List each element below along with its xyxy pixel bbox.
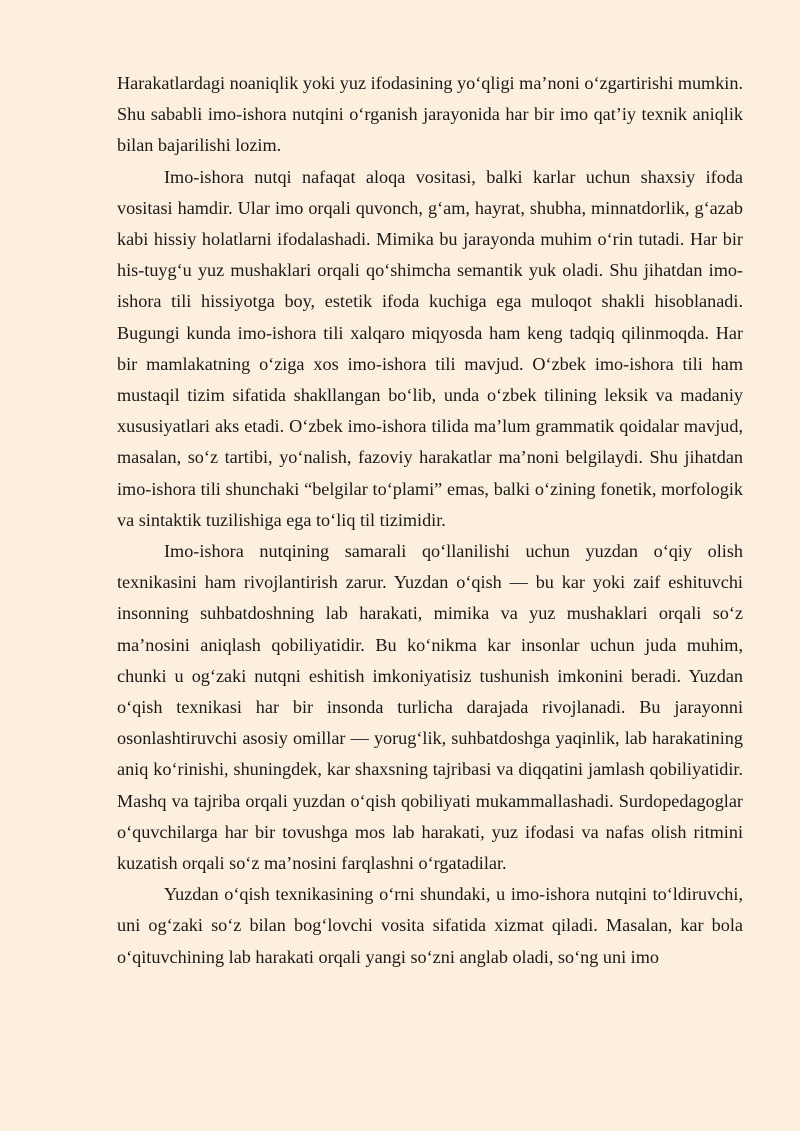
paragraph-3: Imo-ishora nutqining samarali qo‘llanilishi uchun yuzdan o‘qiy olish texnikasini ham rivojlantirish zarur. Yuzdan o‘qish — bu kar yoki zaif eshituvchi insonning suhbatdoshning lab harakati, mimika va yuz mushaklari orqali so‘z ma’nosini aniqlash qobiliyatidir. Bu ko‘nikma kar insonlar uchun juda muhim, chunki u og‘zaki nutqni eshitish imkoniyatisiz tushunish imkonini beradi. Yuzdan o‘qish texnikasi har bir insonda turlicha darajada rivojlanadi. Bu jarayonni osonlashtiruvchi asosiy omillar — yorug‘lik, suhbatdoshga yaqinlik, lab harakatining aniq ko‘rinishi, shuningdek, kar shaxsning tajribasi va diqqatini jamlash qobiliyatidir. Mashq va tajriba orqali yuzdan o‘qish qobiliyati mukammallashadi. Surdopedagoglar o‘quvchilarga har bir tovushga mos lab harakati, yuz ifodasi va nafas olish ritmini kuzatish orqali so‘z ma’nosini farqlashni o‘rgatadilar. xyxy=(117,541,743,874)
paragraph-2: Imo-ishora nutqi nafaqat aloqa vositasi, balki karlar uchun shaxsiy ifoda vositasi hamdir. Ular imo orqali quvonch, g‘am, hayrat, shubha, minnatdorlik, g‘azab kabi hissiy holatlarni ifodalashadi. Mimika bu jarayonda muhim o‘rin tutadi. Har bir his-tuyg‘u yuz mushaklari orqali qo‘shimcha semantik yuk oladi. Shu jihatdan imo-ishora tili hissiyotga boy, estetik ifoda kuchiga ega muloqot shakli hisoblanadi. Bugungi kunda imo-ishora tili xalqaro miqyosda ham keng tadqiq qilinmoqda. Har bir mamlakatning o‘ziga xos imo-ishora tili mavjud. O‘zbek imo-ishora tili ham mustaqil tizim sifatida shakllangan bo‘lib, unda o‘zbek tilining leksik va madaniy xususiyatlari aks etadi. O‘zbek imo-ishora tilida ma’lum grammatik qoidalar mavjud, masalan, so‘z tartibi, yo‘nalish, fazoviy harakatlar ma’noni belgilaydi. Shu jihatdan imo-ishora tili shunchaki “belgilar to‘plami” emas, balki o‘zining fonetik, morfologik va sintaktik tuzilishiga ega to‘liq til tizimidir. xyxy=(117,166,743,530)
body-text xyxy=(117,68,743,973)
paragraph-4: Yuzdan o‘qish texnikasining o‘rni shundaki, u imo-ishora nutqini to‘ldiruvchi, uni og‘zaki so‘z bilan bog‘lovchi vosita sifatida xizmat qiladi. Masalan, kar bola o‘qituvchining lab harakati orqali yangi so‘zni anglab oladi, so‘ng uni imo xyxy=(117,884,743,967)
paragraph-1: Harakatlardagi noaniqlik yoki yuz ifodasining yo‘qligi ma’noni o‘zgartirishi mumkin. Shu sababli imo-ishora nutqini o‘rganish jarayonida har bir imo qat’iy texnik aniqlik bilan bajarilishi lozim. xyxy=(117,73,743,156)
